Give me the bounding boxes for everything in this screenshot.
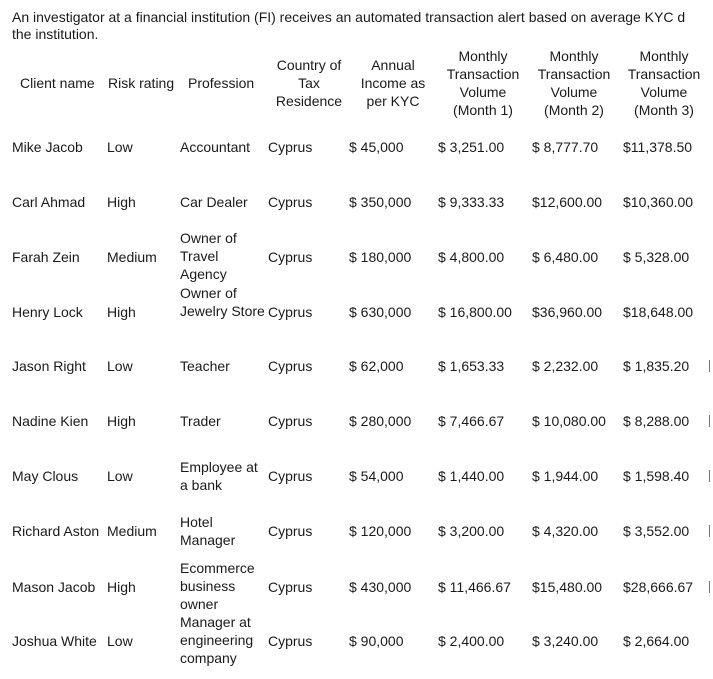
risk-rating-cell: Low [107, 633, 133, 649]
month-3-cell: $28,666.67 [623, 579, 694, 595]
risk-rating-cell: High [107, 304, 136, 320]
risk-rating-cell: Low [107, 468, 133, 484]
cropped-column-edge [709, 581, 713, 593]
month-2-cell: $ 4,320.00 [532, 523, 599, 539]
month-1-cell: $ 3,200.00 [438, 523, 505, 539]
profession-cell: Owner of Travel Agency [180, 230, 237, 282]
header-month-2: Monthly Transaction Volume (Month 2) [537, 48, 611, 118]
client-name-cell: Mason Jacob [12, 579, 96, 595]
country-cell: Cyprus [268, 633, 313, 649]
annual-income-cell: $ 430,000 [349, 579, 412, 595]
header-month-1: Monthly Transaction Volume (Month 1) [446, 48, 520, 118]
country-cell: Cyprus [268, 523, 313, 539]
month-1-cell: $ 2,400.00 [438, 633, 505, 649]
month-3-cell: $18,648.00 [623, 304, 694, 320]
client-name-cell: Carl Ahmad [12, 194, 86, 210]
cropped-column-edge [709, 415, 713, 427]
month-3-cell: $11,378.50 [623, 139, 693, 155]
month-3-cell: $10,360.00 [623, 194, 694, 210]
country-cell: Cyprus [268, 413, 313, 429]
month-1-cell: $ 4,800.00 [438, 249, 505, 265]
annual-income-cell: $ 350,000 [349, 194, 412, 210]
month-1-cell: $ 16,800.00 [438, 304, 512, 320]
month-2-cell: $ 2,232.00 [532, 358, 599, 374]
month-3-cell: $ 8,288.00 [623, 413, 690, 429]
month-3-cell: $ 3,552.00 [623, 523, 690, 539]
profession-cell: Manager at engineering company [180, 614, 254, 666]
client-name-cell: Richard Aston [12, 523, 100, 539]
risk-rating-cell: Low [107, 358, 133, 374]
profession-cell: Employee at a bank [180, 459, 258, 493]
risk-rating-cell: High [107, 194, 136, 210]
risk-rating-cell: High [107, 413, 136, 429]
risk-rating-cell: Medium [107, 249, 157, 265]
client-name-cell: May Clous [12, 468, 79, 484]
month-3-cell: $ 5,328.00 [623, 249, 690, 265]
month-1-cell: $ 9,333.33 [438, 194, 505, 210]
risk-rating-cell: High [107, 579, 136, 595]
header-client-name: Client name [20, 75, 95, 91]
annual-income-cell: $ 62,000 [349, 358, 404, 374]
month-2-cell: $15,480.00 [532, 579, 603, 595]
profession-cell: Teacher [180, 358, 230, 374]
annual-income-cell: $ 54,000 [349, 468, 404, 484]
month-2-cell: $ 8,777.70 [532, 139, 599, 155]
country-cell: Cyprus [268, 468, 313, 484]
month-3-cell: $ 2,664.00 [623, 633, 690, 649]
month-1-cell: $ 1,653.33 [438, 358, 505, 374]
annual-income-cell: $ 45,000 [349, 139, 404, 155]
month-2-cell: $ 3,240.00 [532, 633, 599, 649]
month-2-cell: $ 10,080.00 [532, 413, 606, 429]
month-3-cell: $ 1,835.20 [623, 358, 690, 374]
profession-cell: Ecommerce business owner [180, 560, 255, 612]
client-name-cell: Nadine Kien [12, 413, 89, 429]
annual-income-cell: $ 120,000 [349, 523, 412, 539]
month-2-cell: $12,600.00 [532, 194, 603, 210]
month-1-cell: $ 7,466.67 [438, 413, 505, 429]
intro-line-2: the institution. [12, 26, 99, 42]
client-name-cell: Joshua White [12, 633, 97, 649]
month-1-cell: $ 3,251.00 [438, 139, 505, 155]
intro-line-1: An investigator at a financial institution (FI) receives an automated transaction alert based on average KYC d [12, 9, 686, 25]
risk-rating-cell: Medium [107, 523, 157, 539]
header-annual-income: Annual Income as per KYC [360, 57, 426, 109]
profession-cell: Accountant [180, 139, 251, 155]
cropped-column-edge [709, 360, 713, 372]
header-country: Country of Tax Residence [275, 57, 343, 109]
country-cell: Cyprus [268, 579, 313, 595]
cropped-column-edge [709, 525, 713, 537]
month-1-cell: $ 1,440.00 [438, 468, 505, 484]
cropped-column-edge [709, 470, 713, 482]
client-name-cell: Mike Jacob [12, 139, 83, 155]
profession-cell: Car Dealer [180, 194, 248, 210]
client-name-cell: Jason Right [12, 358, 86, 374]
header-profession: Profession [188, 75, 255, 91]
risk-rating-cell: Low [107, 139, 133, 155]
month-3-cell: $ 1,598.40 [623, 468, 690, 484]
annual-income-cell: $ 180,000 [349, 249, 412, 265]
month-2-cell: $ 6,480.00 [532, 249, 599, 265]
header-month-3: Monthly Transaction Volume (Month 3) [627, 48, 701, 118]
country-cell: Cyprus [268, 194, 313, 210]
country-cell: Cyprus [268, 249, 313, 265]
header-risk-rating: Risk rating [108, 75, 175, 91]
country-cell: Cyprus [268, 139, 313, 155]
intro-paragraph [12, 9, 712, 43]
profession-cell: Owner of Jewelry Store [180, 285, 265, 319]
annual-income-cell: $ 630,000 [349, 304, 412, 320]
month-1-cell: $ 11,466.67 [438, 579, 511, 595]
month-2-cell: $ 1,944.00 [532, 468, 599, 484]
profession-cell: Trader [180, 413, 221, 429]
client-name-cell: Henry Lock [12, 304, 83, 320]
month-2-cell: $36,960.00 [532, 304, 603, 320]
country-cell: Cyprus [268, 358, 313, 374]
client-name-cell: Farah Zein [12, 249, 80, 265]
country-cell: Cyprus [268, 304, 313, 320]
annual-income-cell: $ 280,000 [349, 413, 412, 429]
annual-income-cell: $ 90,000 [349, 633, 404, 649]
profession-cell: Hotel Manager [180, 514, 236, 548]
